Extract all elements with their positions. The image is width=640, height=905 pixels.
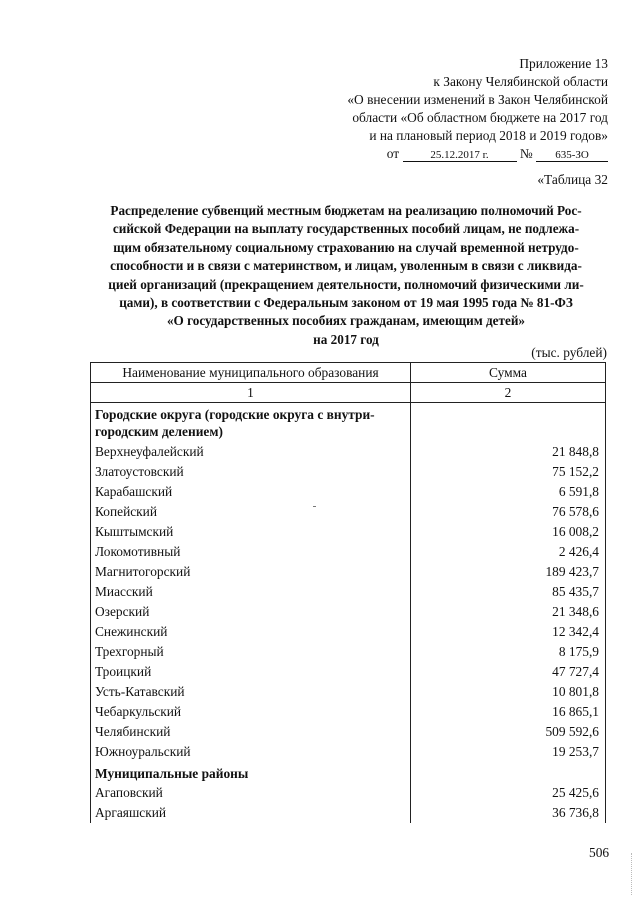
column-number: 2 [411,383,606,403]
amount: 47 727,4 [411,662,606,682]
table-row [91,662,606,682]
law-date: 25.12.2017 г. [403,149,517,162]
amount: 16 008,2 [411,522,606,542]
scan-speck [313,506,316,507]
municipality-name: Усть-Катавский [91,682,411,702]
amount: 12 342,4 [411,622,606,642]
amount: 19 253,7 [411,742,606,762]
municipality-name: Южноуральский [91,742,411,762]
title-line: Распределение субвенций местным бюджетам на реализацию полномочий Рос- [110,203,582,218]
table-row [91,562,606,582]
municipality-name: Миасский [91,582,411,602]
table-row [91,502,606,522]
appendix-line: и на плановый период 2018 и 2019 годов» [369,128,608,143]
table-label: «Таблица 32 [537,172,608,187]
table-header-row [91,363,606,383]
municipality-name: Снежинский [91,622,411,642]
section-row [91,403,606,443]
scan-edge-mark [631,853,633,895]
section-title-districts: Муниципальные районы [91,762,411,783]
table-row [91,582,606,602]
appendix-line: к Закону Челябинской области [433,74,608,89]
table-row [91,642,606,662]
table-row [91,462,606,482]
municipality-name: Чебаркульский [91,702,411,722]
appendix-line: Приложение 13 [519,56,608,71]
section-title-line: Городские округа (городские округа с внутри- [95,407,375,422]
amount: 36 736,8 [411,803,606,823]
section-value [411,403,606,443]
law-date-number-line [278,145,608,163]
municipality-name: Верхнеуфалейский [91,442,411,462]
table-row [91,602,606,622]
table-row [91,682,606,702]
header-sum: Сумма [411,363,606,383]
title-line: на 2017 год [313,331,379,347]
amount: 10 801,8 [411,682,606,702]
table-row [91,722,606,742]
amount: 21 348,6 [411,602,606,622]
table-row [91,803,606,823]
table-row [91,442,606,462]
title-line: «О государственных пособиях гражданам, имеющим детей» [166,313,526,329]
law-number: 635-ЗО [536,149,608,162]
title-line: щим обязательному социальному страхованию на случай временной нетрудо- [113,239,579,255]
section-title-urban [91,403,411,443]
amount: 85 435,7 [411,582,606,602]
section-value [411,762,606,783]
table-row [91,742,606,762]
appendix-header [278,55,608,163]
header-name: Наименование муниципального образования [91,363,411,383]
number-label: № [519,146,533,161]
amount: 21 848,8 [411,442,606,462]
column-number: 1 [91,383,411,403]
amount: 25 425,6 [411,783,606,803]
amount: 189 423,7 [411,562,606,582]
title-line: цией организаций (прекращением деятельности, полномочий физическими ли- [108,276,584,292]
title-line: сийской Федерации на выплату государственных пособий лицам, не подлежа- [112,221,580,237]
table-row [91,522,606,542]
municipality-name: Агаповский [91,783,411,803]
amount: 6 591,8 [411,482,606,502]
municipality-name: Локомотивный [91,542,411,562]
section-row [91,762,606,783]
table-row [91,542,606,562]
table-row [91,783,606,803]
appendix-line: «О внесении изменений в Закон Челябинской [347,92,608,107]
title-line: способности и в связи с материнством, и лицам, уволенным в связи с ликвида- [110,258,582,274]
appendix-line: области «Об областном бюджете на 2017 год [352,110,608,125]
municipality-name: Копейский [91,502,411,522]
amount: 16 865,1 [411,702,606,722]
subventions-table [90,362,606,823]
municipality-name: Челябинский [91,722,411,742]
municipality-name: Озерский [91,602,411,622]
municipality-name: Троицкий [91,662,411,682]
document-title [93,202,599,349]
municipality-name: Карабашский [91,482,411,502]
page-number: 506 [589,845,610,860]
amount: 76 578,6 [411,502,606,522]
municipality-name: Кыштымский [91,522,411,542]
title-line: цами), в соответствии с Федеральным законом от 19 мая 1995 года № 81-ФЗ [119,295,573,311]
municipality-name: Магнитогорский [91,562,411,582]
amount: 2 426,4 [411,542,606,562]
units-label: (тыс. рублей) [531,345,607,360]
amount: 8 175,9 [411,642,606,662]
municipality-name: Аргаяшский [91,803,411,823]
column-number-row [91,383,606,403]
municipality-name: Златоустовский [91,462,411,482]
table-row [91,482,606,502]
table-row [91,702,606,722]
section-title-line: городским делением) [95,424,223,439]
table-row [91,622,606,642]
municipality-name: Трехгорный [91,642,411,662]
ot-label: от [386,146,400,161]
amount: 509 592,6 [411,722,606,742]
amount: 75 152,2 [411,462,606,482]
